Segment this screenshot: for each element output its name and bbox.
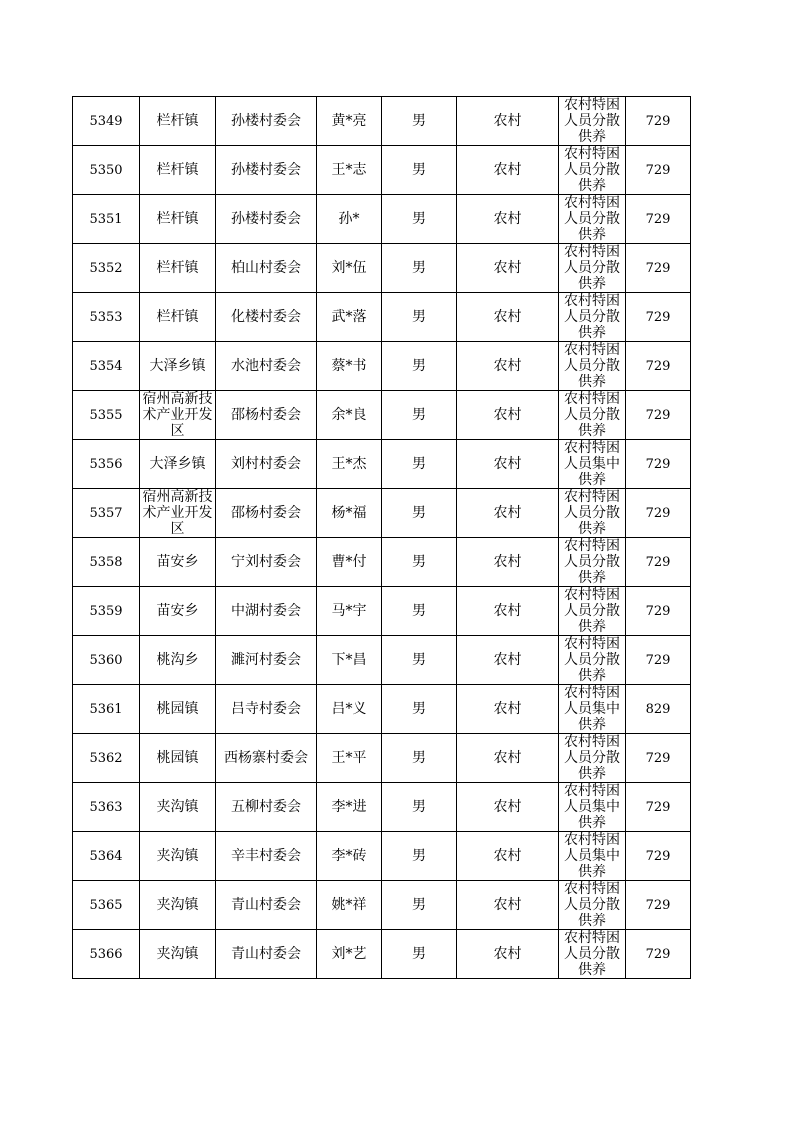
cell-type-text: 农村特困人员分散供养	[564, 195, 620, 243]
cell-type	[559, 97, 626, 146]
cell-town: 栏杆镇	[140, 195, 216, 244]
cell-amount: 729	[626, 293, 691, 342]
cell-town: 苗安乡	[140, 587, 216, 636]
cell-id: 5354	[73, 342, 140, 391]
cell-gender: 男	[382, 538, 457, 587]
table-row	[73, 146, 691, 195]
cell-name: 王*平	[317, 734, 382, 783]
cell-area: 农村	[457, 342, 559, 391]
cell-area: 农村	[457, 881, 559, 930]
cell-type-text: 农村特困人员分散供养	[564, 97, 620, 145]
cell-type	[559, 832, 626, 881]
table-row	[73, 440, 691, 489]
table-row	[73, 342, 691, 391]
cell-gender: 男	[382, 636, 457, 685]
cell-gender: 男	[382, 146, 457, 195]
cell-type	[559, 342, 626, 391]
cell-type	[559, 440, 626, 489]
cell-village: 宁刘村委会	[216, 538, 317, 587]
cell-name: 吕*义	[317, 685, 382, 734]
cell-gender: 男	[382, 734, 457, 783]
cell-type	[559, 391, 626, 440]
cell-type	[559, 734, 626, 783]
cell-gender: 男	[382, 195, 457, 244]
cell-gender: 男	[382, 244, 457, 293]
cell-town: 桃园镇	[140, 734, 216, 783]
cell-amount: 729	[626, 881, 691, 930]
cell-village: 辛丰村委会	[216, 832, 317, 881]
cell-town-text: 宿州高新技术产业开发区	[142, 391, 213, 439]
cell-village: 化楼村委会	[216, 293, 317, 342]
cell-type-text: 农村特困人员分散供养	[564, 734, 620, 782]
cell-town: 大泽乡镇	[140, 440, 216, 489]
cell-id: 5358	[73, 538, 140, 587]
cell-village: 濉河村委会	[216, 636, 317, 685]
cell-type	[559, 244, 626, 293]
cell-type	[559, 636, 626, 685]
cell-town: 桃沟乡	[140, 636, 216, 685]
cell-type	[559, 195, 626, 244]
cell-village: 青山村委会	[216, 930, 317, 979]
cell-id: 5364	[73, 832, 140, 881]
cell-id: 5365	[73, 881, 140, 930]
cell-id: 5353	[73, 293, 140, 342]
table-row	[73, 636, 691, 685]
cell-town: 栏杆镇	[140, 293, 216, 342]
cell-village: 五柳村委会	[216, 783, 317, 832]
table-row	[73, 538, 691, 587]
cell-village: 邵杨村委会	[216, 489, 317, 538]
cell-id: 5359	[73, 587, 140, 636]
cell-type	[559, 489, 626, 538]
cell-name: 王*志	[317, 146, 382, 195]
cell-area: 农村	[457, 538, 559, 587]
cell-name: 姚*祥	[317, 881, 382, 930]
cell-amount: 729	[626, 391, 691, 440]
cell-type-text: 农村特困人员分散供养	[564, 538, 620, 586]
cell-id: 5357	[73, 489, 140, 538]
cell-area: 农村	[457, 734, 559, 783]
cell-id: 5350	[73, 146, 140, 195]
cell-gender: 男	[382, 685, 457, 734]
cell-village: 刘村村委会	[216, 440, 317, 489]
cell-area: 农村	[457, 195, 559, 244]
cell-name: 曹*付	[317, 538, 382, 587]
cell-amount: 729	[626, 489, 691, 538]
cell-area: 农村	[457, 930, 559, 979]
cell-name: 王*杰	[317, 440, 382, 489]
cell-village: 青山村委会	[216, 881, 317, 930]
cell-gender: 男	[382, 97, 457, 146]
cell-village: 水池村委会	[216, 342, 317, 391]
cell-town: 苗安乡	[140, 538, 216, 587]
cell-type-text: 农村特困人员分散供养	[564, 881, 620, 929]
table-row	[73, 293, 691, 342]
records-table-body	[73, 97, 691, 979]
cell-type-text: 农村特困人员集中供养	[564, 440, 620, 488]
cell-amount: 729	[626, 146, 691, 195]
cell-type	[559, 783, 626, 832]
cell-village: 西杨寨村委会	[216, 734, 317, 783]
cell-name: 武*落	[317, 293, 382, 342]
cell-amount: 729	[626, 244, 691, 293]
cell-id: 5361	[73, 685, 140, 734]
cell-name: 下*昌	[317, 636, 382, 685]
cell-amount: 729	[626, 783, 691, 832]
cell-town	[140, 489, 216, 538]
cell-gender: 男	[382, 293, 457, 342]
cell-town-text: 宿州高新技术产业开发区	[142, 489, 213, 537]
cell-amount: 729	[626, 195, 691, 244]
table-row	[73, 734, 691, 783]
cell-type	[559, 587, 626, 636]
cell-type	[559, 146, 626, 195]
cell-type	[559, 293, 626, 342]
cell-type-text: 农村特困人员分散供养	[564, 636, 620, 684]
cell-area: 农村	[457, 391, 559, 440]
cell-name: 余*良	[317, 391, 382, 440]
table-row	[73, 587, 691, 636]
table-row	[73, 783, 691, 832]
cell-amount: 729	[626, 538, 691, 587]
cell-name: 黄*亮	[317, 97, 382, 146]
cell-town: 大泽乡镇	[140, 342, 216, 391]
cell-town: 夹沟镇	[140, 881, 216, 930]
cell-id: 5356	[73, 440, 140, 489]
table-row	[73, 930, 691, 979]
cell-area: 农村	[457, 293, 559, 342]
cell-type-text: 农村特困人员分散供养	[564, 930, 620, 978]
cell-gender: 男	[382, 391, 457, 440]
cell-village: 吕寺村委会	[216, 685, 317, 734]
table-row	[73, 195, 691, 244]
cell-id: 5362	[73, 734, 140, 783]
cell-town: 栏杆镇	[140, 146, 216, 195]
cell-amount: 729	[626, 930, 691, 979]
cell-name: 杨*福	[317, 489, 382, 538]
cell-type	[559, 930, 626, 979]
cell-id: 5355	[73, 391, 140, 440]
cell-town: 桃园镇	[140, 685, 216, 734]
cell-area: 农村	[457, 832, 559, 881]
cell-village: 孙楼村委会	[216, 97, 317, 146]
table-row	[73, 489, 691, 538]
table-row	[73, 391, 691, 440]
cell-gender: 男	[382, 881, 457, 930]
cell-area: 农村	[457, 489, 559, 538]
cell-gender: 男	[382, 783, 457, 832]
cell-village: 柏山村委会	[216, 244, 317, 293]
cell-type	[559, 881, 626, 930]
cell-town: 栏杆镇	[140, 244, 216, 293]
cell-area: 农村	[457, 244, 559, 293]
cell-town: 夹沟镇	[140, 930, 216, 979]
cell-name: 李*砖	[317, 832, 382, 881]
table-row	[73, 832, 691, 881]
cell-type	[559, 685, 626, 734]
cell-amount: 729	[626, 440, 691, 489]
cell-id: 5366	[73, 930, 140, 979]
cell-gender: 男	[382, 440, 457, 489]
cell-type-text: 农村特困人员分散供养	[564, 587, 620, 635]
cell-gender: 男	[382, 832, 457, 881]
cell-area: 农村	[457, 587, 559, 636]
cell-area: 农村	[457, 685, 559, 734]
records-table	[72, 96, 691, 979]
cell-type	[559, 538, 626, 587]
cell-gender: 男	[382, 342, 457, 391]
cell-area: 农村	[457, 97, 559, 146]
cell-type-text: 农村特困人员分散供养	[564, 489, 620, 537]
cell-village: 孙楼村委会	[216, 195, 317, 244]
cell-name: 刘*艺	[317, 930, 382, 979]
cell-type-text: 农村特困人员集中供养	[564, 783, 620, 831]
cell-village: 孙楼村委会	[216, 146, 317, 195]
cell-name: 李*进	[317, 783, 382, 832]
cell-type-text: 农村特困人员集中供养	[564, 832, 620, 880]
table-row	[73, 244, 691, 293]
cell-gender: 男	[382, 587, 457, 636]
cell-town	[140, 391, 216, 440]
cell-name: 刘*伍	[317, 244, 382, 293]
cell-amount: 729	[626, 97, 691, 146]
cell-id: 5349	[73, 97, 140, 146]
cell-type-text: 农村特困人员分散供养	[564, 342, 620, 390]
cell-amount: 729	[626, 342, 691, 391]
cell-area: 农村	[457, 783, 559, 832]
cell-type-text: 农村特困人员分散供养	[564, 391, 620, 439]
cell-type-text: 农村特困人员分散供养	[564, 146, 620, 194]
cell-village: 邵杨村委会	[216, 391, 317, 440]
table-row	[73, 97, 691, 146]
cell-town: 栏杆镇	[140, 97, 216, 146]
cell-gender: 男	[382, 930, 457, 979]
cell-gender: 男	[382, 489, 457, 538]
cell-name: 蔡*书	[317, 342, 382, 391]
cell-amount: 729	[626, 734, 691, 783]
cell-type-text: 农村特困人员集中供养	[564, 685, 620, 733]
cell-name: 马*宇	[317, 587, 382, 636]
table-row	[73, 881, 691, 930]
cell-id: 5363	[73, 783, 140, 832]
cell-amount: 729	[626, 636, 691, 685]
cell-type-text: 农村特困人员分散供养	[564, 293, 620, 341]
cell-area: 农村	[457, 146, 559, 195]
cell-id: 5352	[73, 244, 140, 293]
cell-type-text: 农村特困人员分散供养	[564, 244, 620, 292]
cell-village: 中湖村委会	[216, 587, 317, 636]
cell-amount: 729	[626, 832, 691, 881]
cell-area: 农村	[457, 440, 559, 489]
table-row	[73, 685, 691, 734]
cell-id: 5351	[73, 195, 140, 244]
cell-town: 夹沟镇	[140, 832, 216, 881]
cell-name: 孙*	[317, 195, 382, 244]
cell-area: 农村	[457, 636, 559, 685]
cell-id: 5360	[73, 636, 140, 685]
cell-town: 夹沟镇	[140, 783, 216, 832]
cell-amount: 829	[626, 685, 691, 734]
cell-amount: 729	[626, 587, 691, 636]
